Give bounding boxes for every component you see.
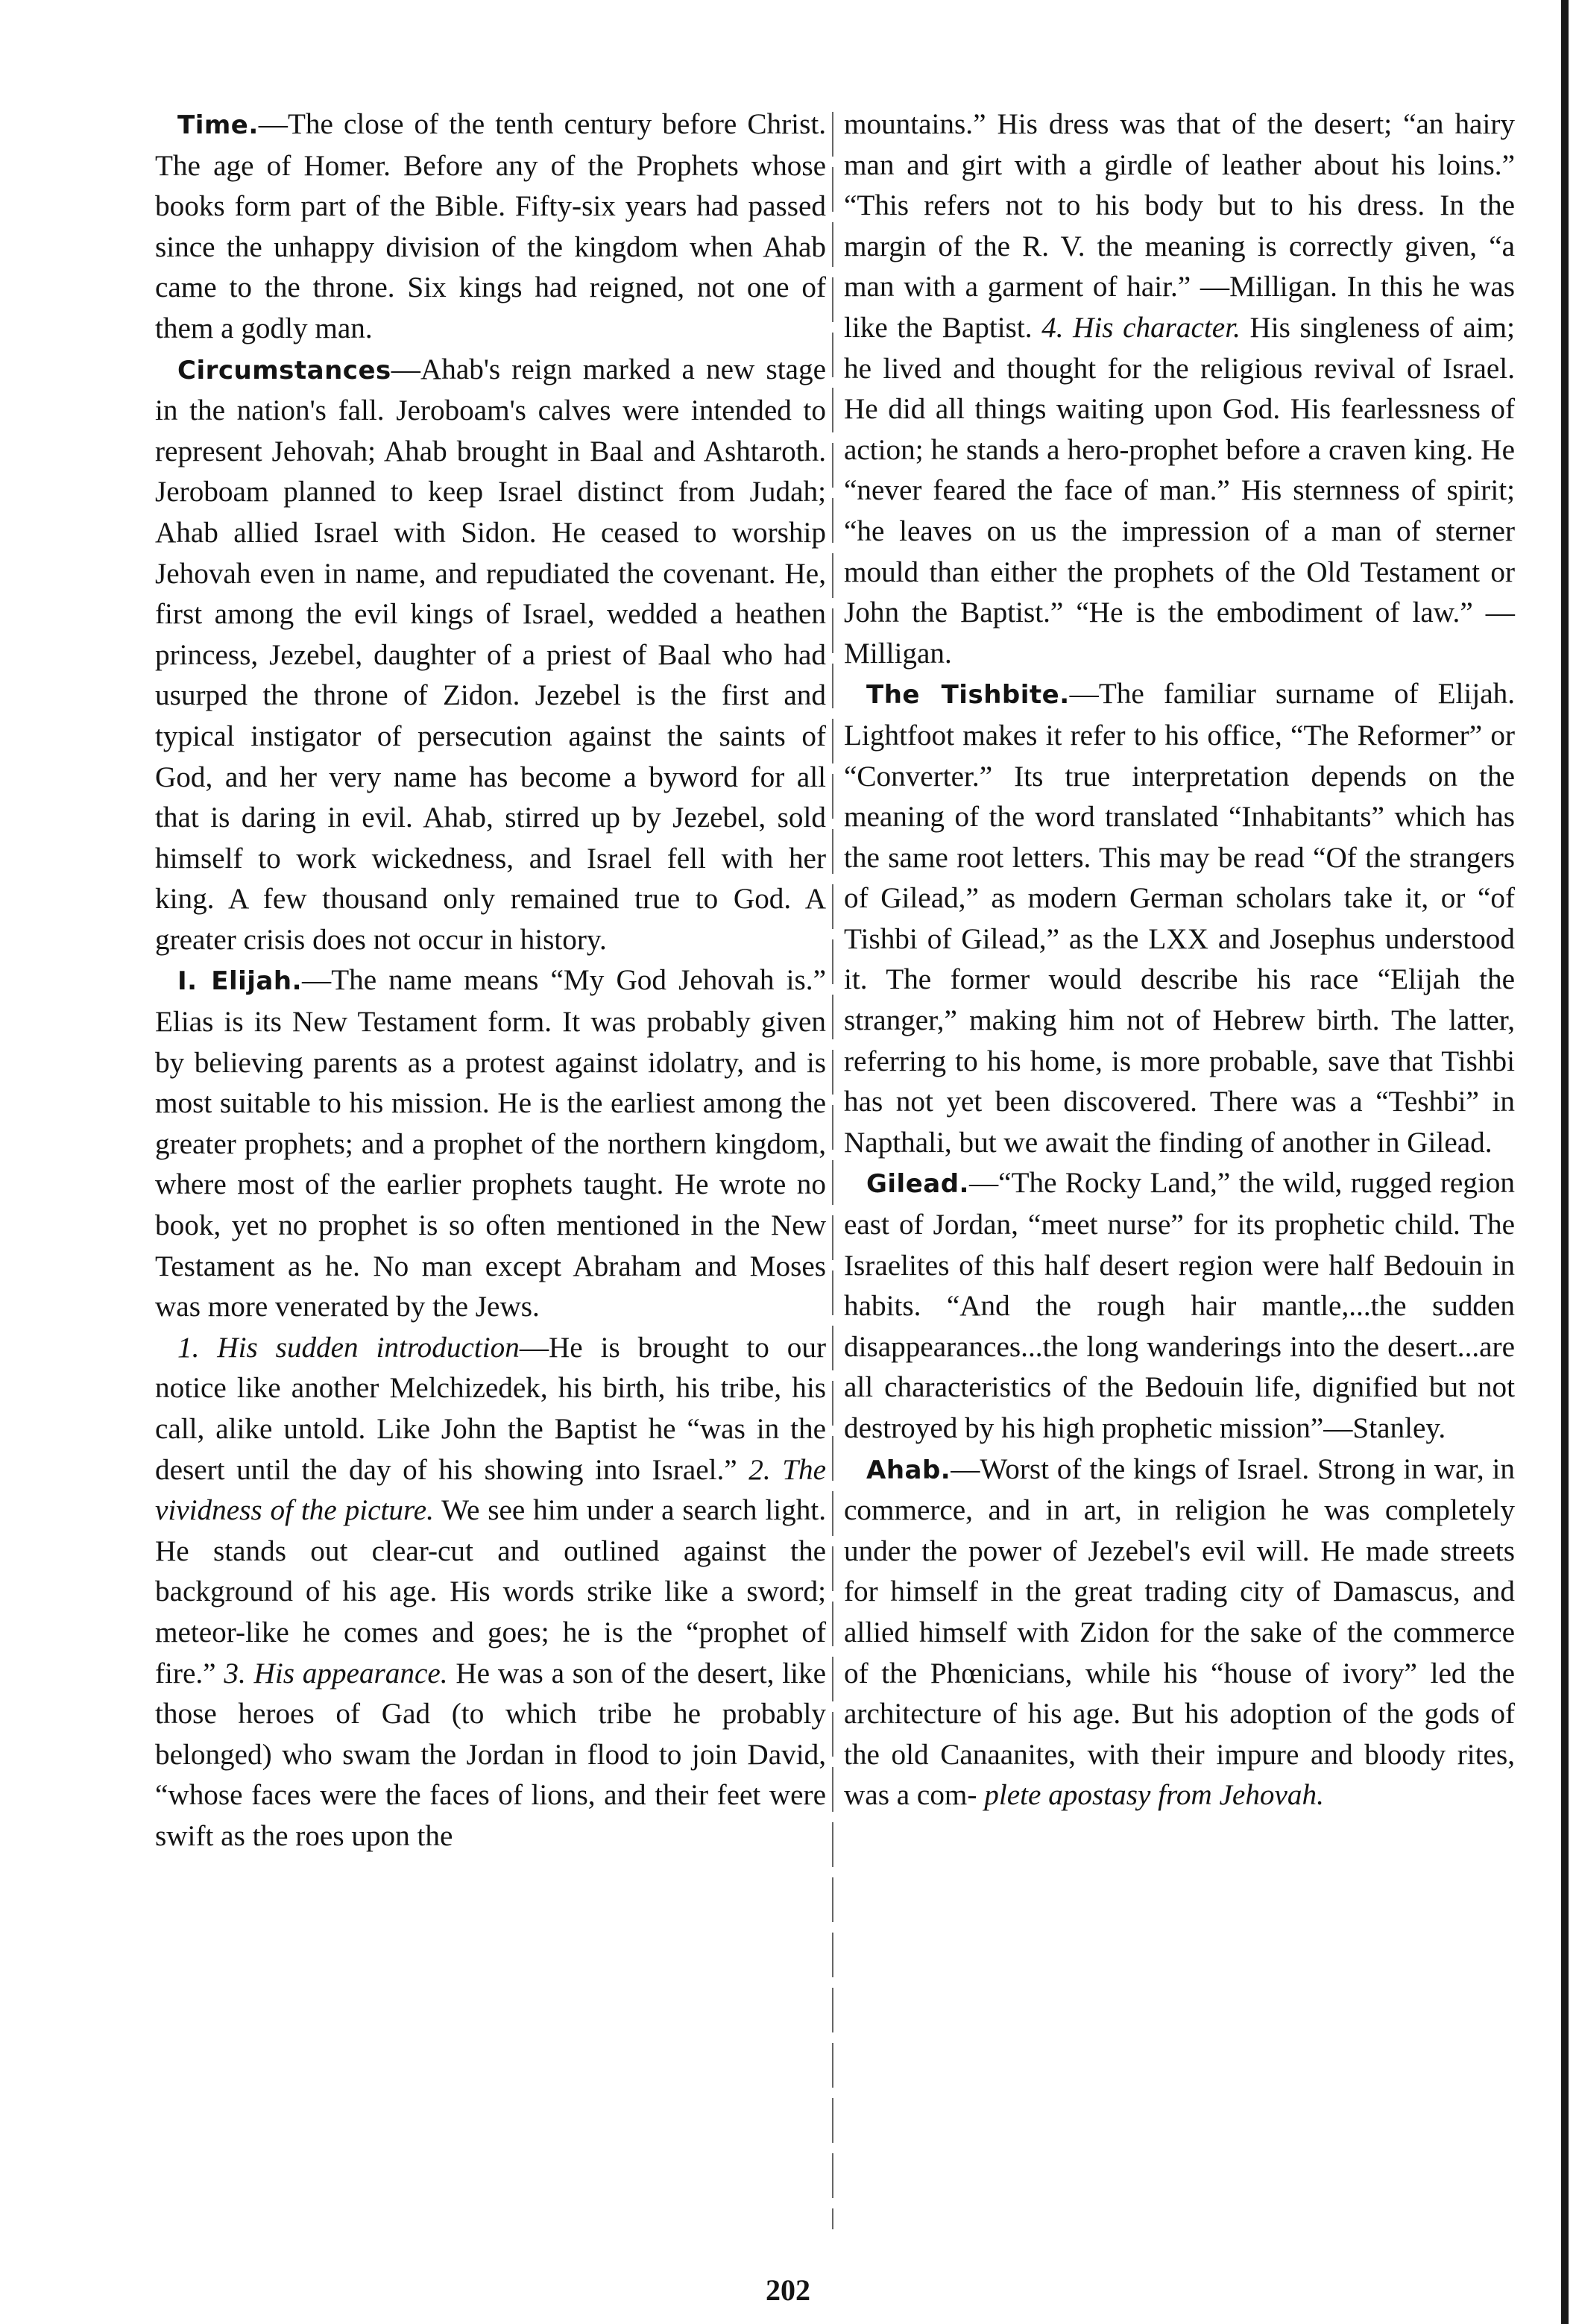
circumstances-heading: Circumstances (177, 355, 391, 385)
appearance-text: He was a son of the desert, like those heroes of Gad (to which tribe he probably belonged) who swam the Jordan in flood to join David, “whose faces were the faces of lions, and their feet were swift as the roes upon the (155, 1657, 827, 1852)
circumstances-text: —Ahab's reign marked a new stage in the nation's fall. Jeroboam's calves were intended to represent Jehovah; Ahab brought in Baal and Ashtaroth. Jeroboam planned to keep Israel distinct from Judah; Ahab allied Israel with Sidon. He ceased to worship Jehovah even in name, and repudiated the covenant. He, first among the evil kings of Israel, wedded a heathen princess, Jezebel, daughter of a priest of Baal who had usurped the throne of Zidon. Jezebel is the first and typical instigator of persecution against the saints of God, and her very name has become a byword for all that is daring in evil. Ahab, stirred up by Jezebel, sold himself to work wickedness, and Israel fell with her king. A few thousand only remained true to God. A greater crisis does not occur in history. (155, 353, 826, 956)
introduction-text: —He is brought to our notice like another Melchizedek, his birth, his tribe, his call, alike untold. Like John the Baptist he “was in the desert until the day of his showing into Israel.” (155, 1331, 826, 1486)
elijah-paragraph (155, 960, 826, 1327)
column-divider (832, 112, 833, 2229)
character-label: 4. His character. (1041, 311, 1241, 344)
gilead-text: —“The Rocky Land,” the wild, rugged region east of Jordan, “meet nurse” for its prophetic child. The Israelites of this half desert region were half Bedouin in habits. “And the rough hair mantle,...the sudden disappearances...the long wanderings into the desert...are all characteristics of the Bedouin life, dignified but not destroyed by his high prophetic mission”—Stanley. (844, 1167, 1515, 1444)
character-text: His singleness of aim; he lived and thought for the religious revival of Israel. He did all things waiting upon God. His fearlessness of action; he stands a hero-prophet before a craven king. He “never feared the face of man.” His sternness of spirit; “he leaves on us the impression of a man of sterner mould than either the prophets of the Old Testament or John the Baptist.” “He is the embodiment of law.” —Milligan. (844, 311, 1515, 670)
appearance-continued-paragraph (844, 104, 1515, 674)
appearance-continued-text: mountains.” His dress was that of the desert; “an hairy man and girt with a girdle of leather about his loins.” “This refers not to his body but to his dress. In the margin of the R. V. the meaning is correctly given, “a man with a garment of hair.” —Milligan. In this he was like the Baptist. (844, 108, 1515, 344)
tishbite-heading: The Tishbite. (866, 680, 1070, 711)
appearance-label: 3. His appearance. (224, 1657, 448, 1690)
introduction-paragraph (155, 1328, 826, 1857)
left-column (155, 104, 826, 1857)
ahab-text: —Worst of the kings of Israel. Strong in war, in commerce, and in art, in religion he was completely under the power of Jezebel's evil will. He made streets for himself in the great trading city of Damascus, and allied himself with Zidon for the sake of the commerce of the Phœnicians, while his “house of ivory” led the architecture of his age. But his adoption of the gods of the old Canaanites, with their impure and bloody rites, was a com- (844, 1452, 1515, 1812)
elijah-text: —The name means “My God Jehovah is.” Elias is its New Testament form. It was probably given by believing parents as a protest against idolatry, and is most suitable to his mission. He is the earliest among the greater prophets; and a prophet of the northern kingdom, where most of the earlier prophets taught. He wrote no book, yet no prophet is so often mentioned in the New Testament as he. No man except Abraham and Moses was more venerated by the Jews. (155, 964, 826, 1323)
vividness-text: We see him under a search light. He stands out clear-cut and outlined against the background of his age. His words strike like a sword; meteor-like he comes and goes; he is the “prophet of fire.” (155, 1494, 826, 1690)
tishbite-paragraph (844, 674, 1515, 1163)
time-paragraph (155, 104, 826, 350)
time-text: —The close of the tenth century before Christ. The age of Homer. Before any of the Prophets whose books form part of the Bible. Fifty-six years had passed since the unhappy division of the kingdom when Ahab came to the throne. Six kings had reigned, not one of them a godly man. (155, 108, 826, 344)
gilead-paragraph (844, 1163, 1515, 1449)
introduction-label: 1. His sudden introduction (177, 1331, 520, 1364)
elijah-heading: I. Elijah. (177, 966, 302, 997)
gilead-heading: Gilead. (866, 1169, 969, 1200)
vividness-label: 2. The vividness of the picture. (155, 1453, 826, 1527)
tishbite-text: —The familiar surname of Elijah. Lightfoot makes it refer to his office, “The Reformer” or “Converter.” Its true interpretation depends on the meaning of the word translated “Inhabitants” which has the same root letters. This may be read “Of the strangers of Gilead,” as modern German scholars take it, or “of Tishbi of Gilead,” as the LXX and Josephus understood it. The former would describe his race “Elijah the stranger,” making him not of Hebrew birth. The latter, referring to his home, is more probable, save that Tishbi has not yet been discovered. There was a “Teshbi” in Napthali, but we await the finding of another in Gilead. (844, 678, 1515, 1159)
time-heading: Time. (177, 110, 259, 140)
page-number: 202 (766, 2273, 810, 2307)
right-column (844, 104, 1515, 1816)
page-edge-shadow (1561, 0, 1569, 2324)
ahab-paragraph (844, 1449, 1515, 1816)
ahab-text-ending: plete apostasy from Jehovah. (984, 1779, 1324, 1812)
circumstances-paragraph (155, 350, 826, 961)
ahab-heading: Ahab. (866, 1455, 951, 1485)
